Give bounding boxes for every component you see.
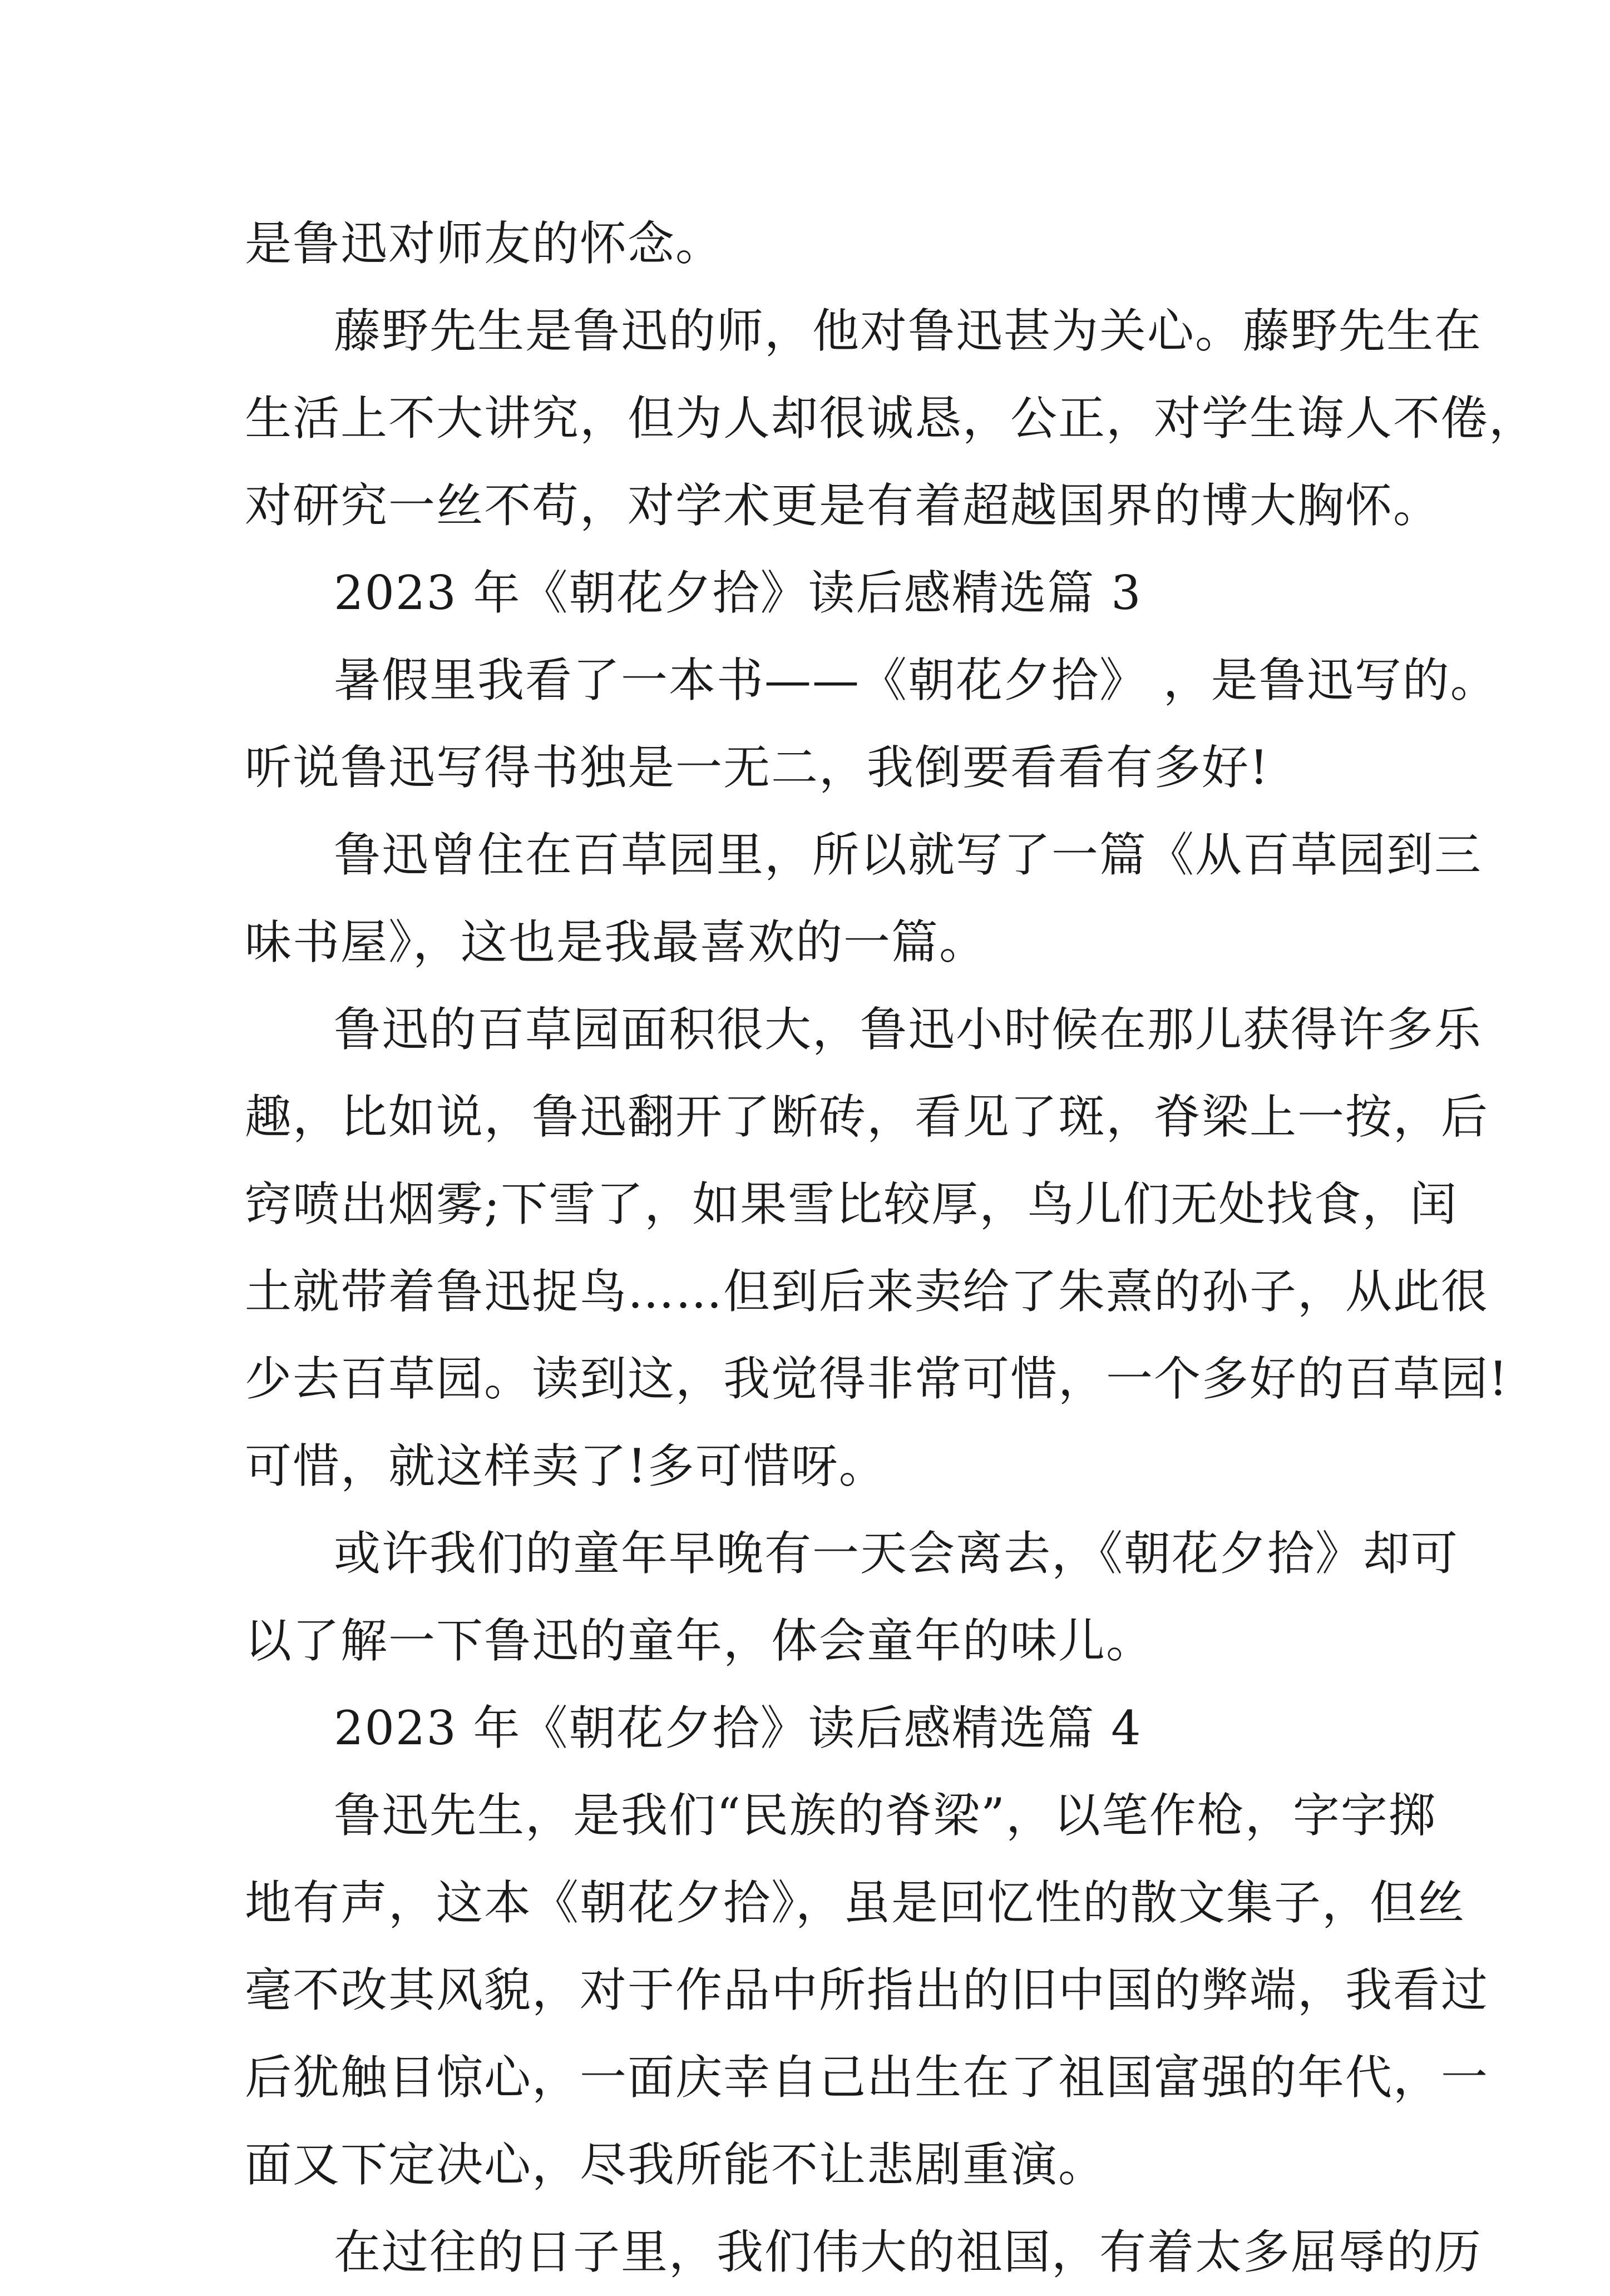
document-body [245,200,1537,2296]
text-line: 趣，比如说，鲁迅翻开了断砖，看见了斑，脊梁上一按，后 [245,1090,1489,1144]
text-line: 面又下定决心，尽我所能不让悲剧重演。 [245,2137,1107,2192]
paragraph-start-line: 鲁迅先生，是我们“民族的脊梁”，以笔作枪，字字掷 [334,1788,1436,1843]
section-heading: 2023 年《朝花夕拾》读后感精选篇 4 [334,1701,1142,1755]
section-heading: 2023 年《朝花夕拾》读后感精选篇 3 [334,566,1142,620]
text-line: 后犹触目惊心，一面庆幸自己出生在了祖国富强的年代，一 [245,2050,1489,2105]
text-line: 土就带着鲁迅捉鸟……但到后来卖给了朱熹的孙子，从此很 [245,1264,1489,1319]
text-line: 地有声，这本《朝花夕拾》，虽是回忆性的散文集子，但丝 [245,1876,1466,1930]
text-line: 少去百草园。读到这，我觉得非常可惜，一个多好的百草园! [245,1352,1509,1406]
text-line: 以了解一下鲁迅的童年，体会童年的味儿。 [245,1614,1154,1668]
paragraph-start-line: 在过往的日子里，我们伟大的祖国，有着太多屈辱的历 [334,2225,1483,2279]
paragraph-start-line: 鲁迅曾住在百草园里，所以就写了一篇《从百草园到三 [334,828,1483,882]
paragraph-start-line: 或许我们的童年早晚有一天会离去，《朝花夕拾》却可 [334,1526,1459,1581]
paragraph-start-line: 藤野先生是鲁迅的师，他对鲁迅甚为关心。藤野先生在 [334,304,1483,358]
text-line: 窍喷出烟雾;下雪了，如果雪比较厚，鸟儿们无处找食，闰 [245,1177,1458,1231]
text-line: 毫不改其风貌，对于作品中所指出的旧中国的弊端，我看过 [245,1963,1489,2017]
text-line: 味书屋》，这也是我最喜欢的一篇。 [245,915,987,969]
text-line: 听说鲁迅写得书独是一无二，我倒要看看有多好! [245,740,1270,795]
paragraph-start-line: 鲁迅的百草园面积很大，鲁迅小时候在那儿获得许多乐 [334,1002,1483,1057]
text-line: 生活上不大讲究，但为人却很诚恳，公正，对学生诲人不倦， [245,391,1537,446]
text-line: 可惜，就这样卖了!多可惜呀。 [245,1439,887,1493]
paragraph-start-line: 暑假里我看了一本书——《朝花夕拾》 ，是鲁迅写的。 [334,653,1498,707]
text-line: 是鲁迅对师友的怀念。 [245,216,724,271]
text-line: 对研究一丝不苟，对学术更是有着超越国界的博大胸怀。 [245,478,1441,533]
